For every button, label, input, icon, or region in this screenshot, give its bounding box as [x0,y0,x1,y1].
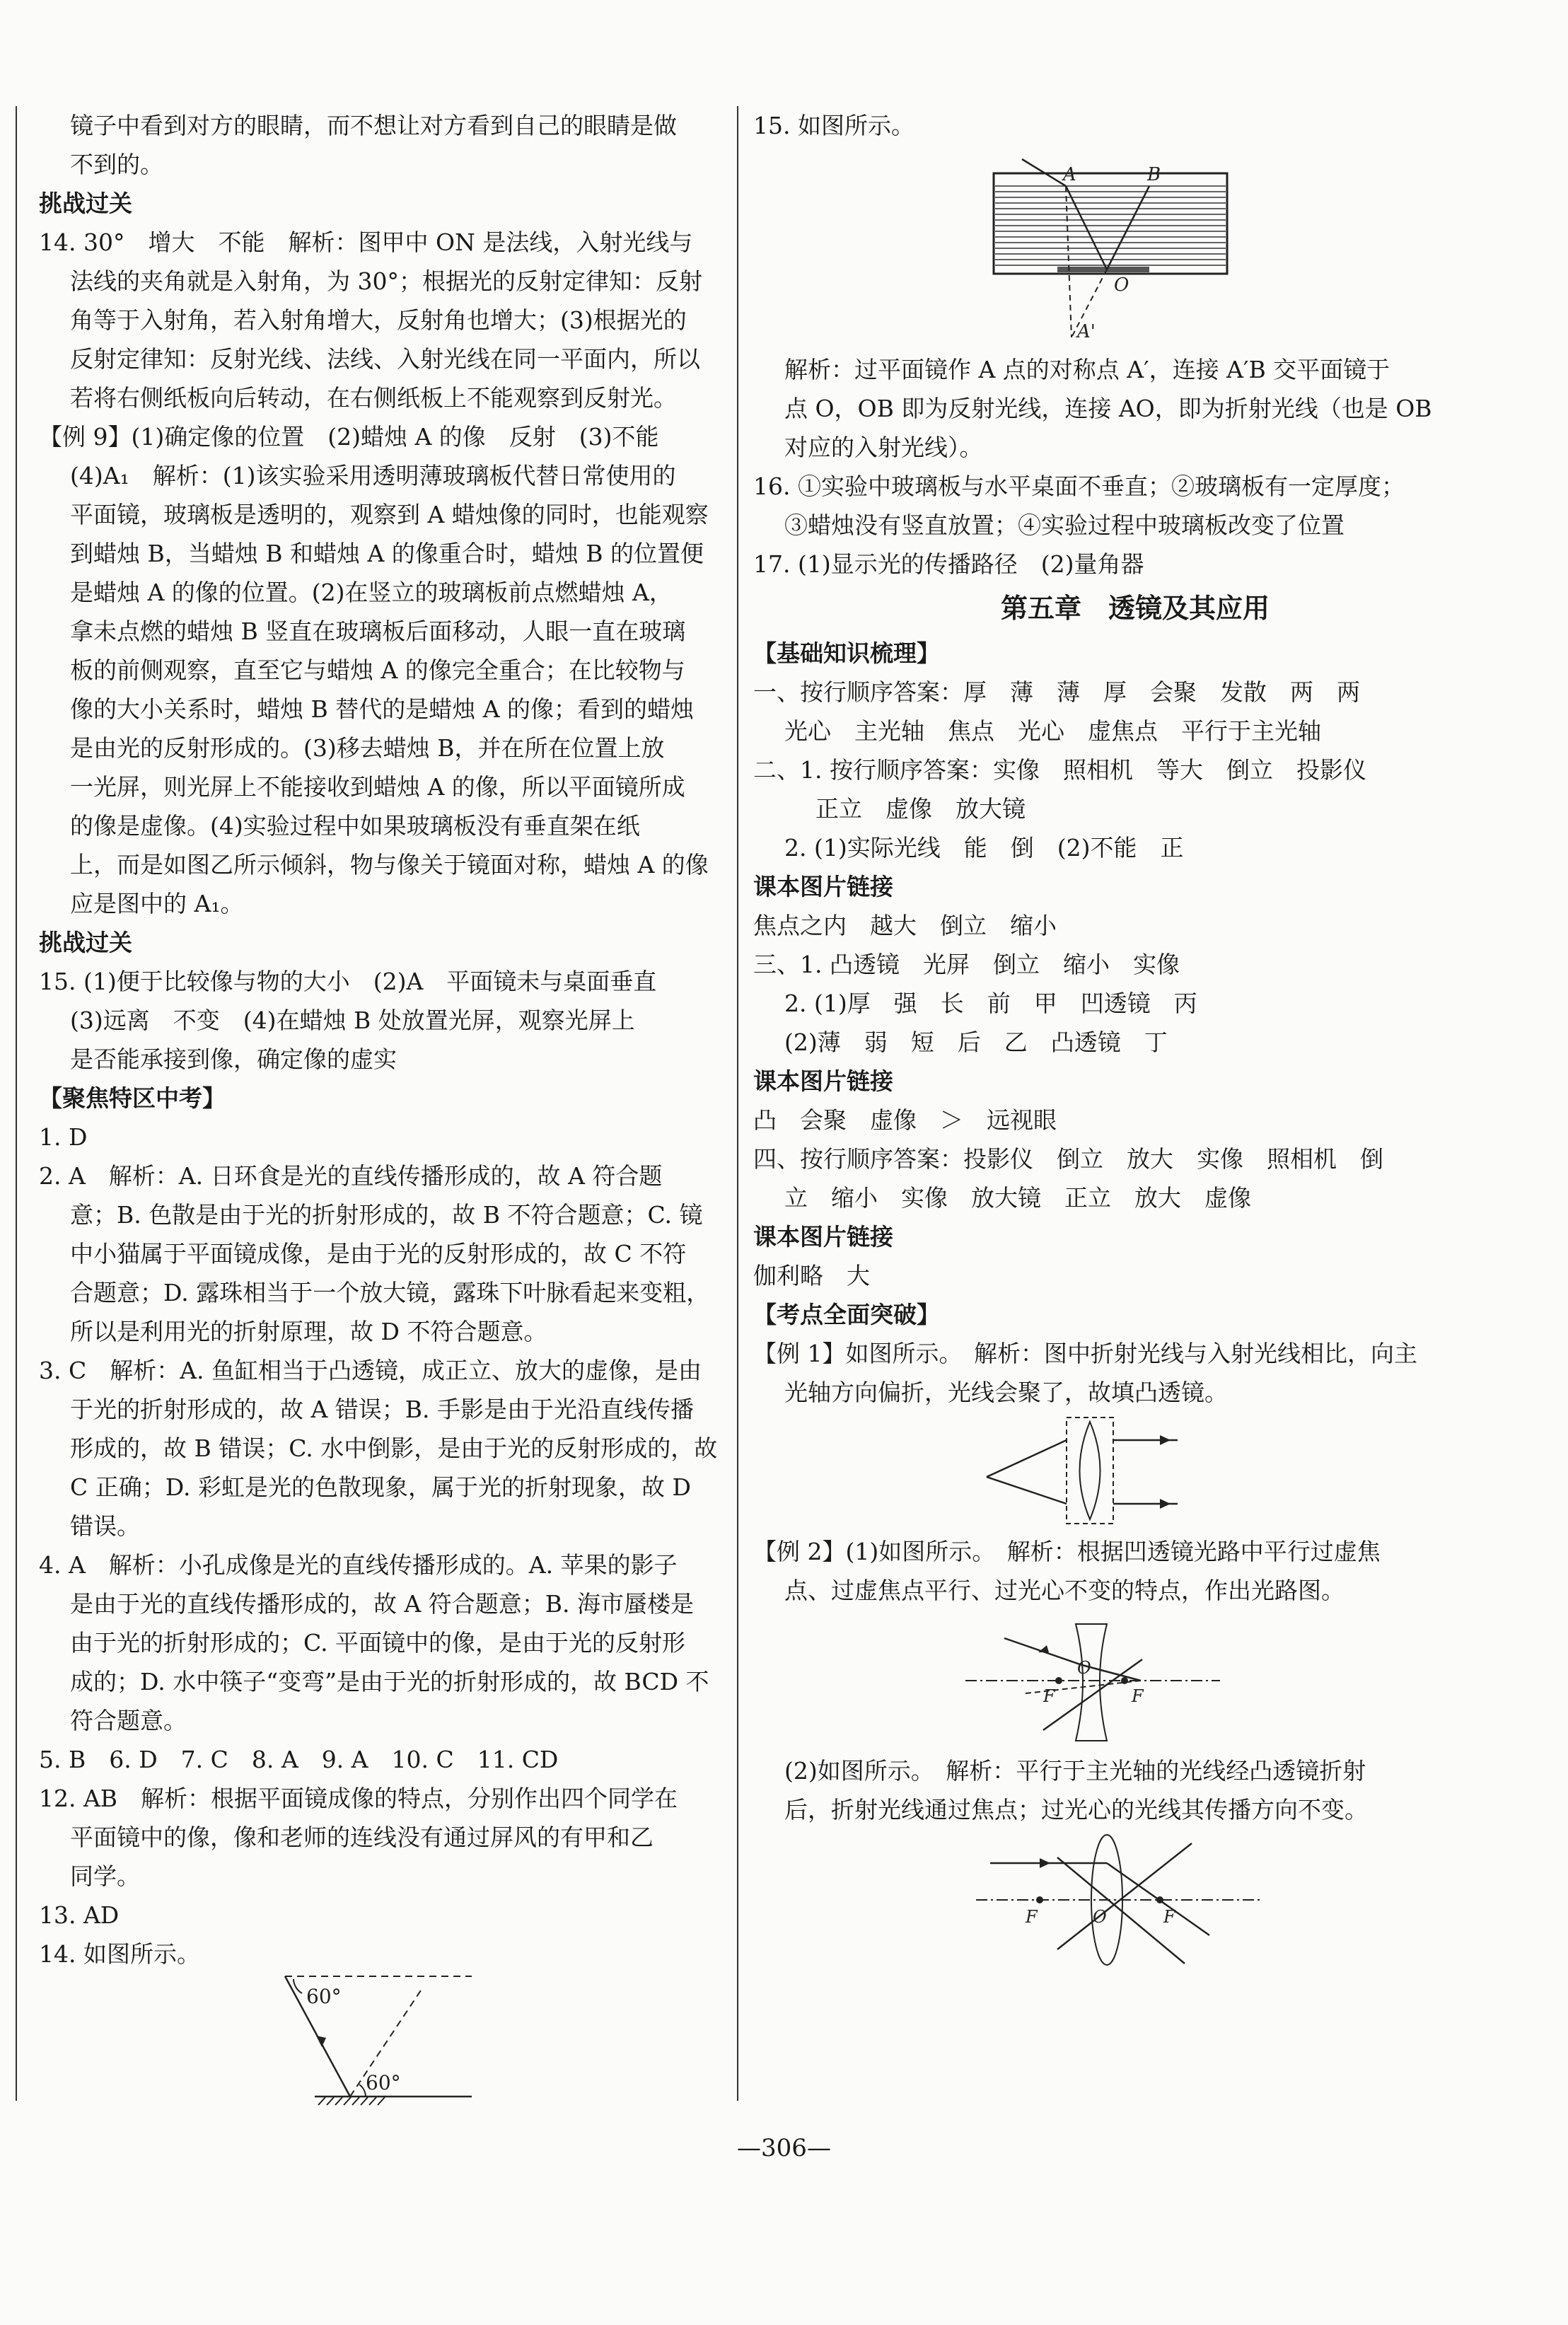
text-line: 焦点之内 越大 倒立 缩小 [753,912,1057,939]
text-line: 立 缩小 实像 放大镜 正立 放大 虚像 [784,1184,1251,1212]
text-line: 二、1. 按行顺序答案：实像 照相机 等大 倒立 投影仪 [753,756,1366,784]
text-line: 应是图中的 A₁。 [70,890,244,917]
text-line: ③蜡烛没有竖直放置；④实验过程中玻璃板改变了位置 [784,511,1345,539]
section-heading: 挑战过关 [39,929,132,956]
text-line: 符合题意。 [70,1707,187,1734]
point-a-prime-label: A' [1077,321,1096,342]
text-line: 正立 虚像 放大镜 [815,795,1026,823]
left-margin-rule [16,106,17,2101]
subsection-heading: 课本图片链接 [753,873,893,900]
text-line: 是否能承接到像，确定像的虚实 [70,1045,397,1073]
column-divider [737,106,738,2101]
answer-2: 2. A 解析：A. 日环食是光的直线传播形成的，故 A 符合题 [39,1162,663,1190]
text-line: 是由于光的直线传播形成的，故 A 符合题意；B. 海市蜃楼是 [70,1590,695,1618]
example-2: 【例 2】(1)如图所示。 解析：根据凹透镜光路中平行过虚焦 [753,1538,1381,1565]
text-line: 伽利略 大 [753,1262,870,1289]
text-line: 一、按行顺序答案：厚 薄 薄 厚 会聚 发散 两 两 [753,678,1360,706]
text-line: 拿未点燃的蜡烛 B 竖直在玻璃板后面移动，人眼一直在玻璃 [70,618,686,645]
text-line: 由于光的折射形成的；C. 平面镜中的像，是由于光的反射形 [70,1629,686,1657]
page-number: —306— [737,2134,831,2162]
focus-right-label: F [1163,1907,1175,1927]
section-heading: 【考点全面突破】 [753,1301,940,1328]
optical-center-label: O [1093,1907,1107,1927]
text-line: (2)如图所示。 解析：平行于主光轴的光线经凸透镜折射 [784,1757,1366,1785]
angle-label-top: 60° [306,1985,342,2008]
text-line: 对应的入射光线）。 [784,434,983,461]
text-line: 光轴方向偏折，光线会聚了，故填凸透镜。 [784,1379,1228,1406]
answer-15: 15. (1)便于比较像与物的大小 (2)A 平面镜未与桌面垂直 [39,968,657,995]
answer-15-figure-caption: 15. 如图所示。 [753,112,914,139]
refraction-water-diagram [753,145,1517,350]
section-heading: 【基础知识梳理】 [753,639,940,667]
focus-left-label: F [1026,1907,1038,1927]
text-line: 意；B. 色散是由于光的折射形成的，故 B 不符合题意；C. 镜 [70,1201,703,1229]
subsection-heading: 课本图片链接 [753,1223,893,1251]
subsection-heading: 课本图片链接 [753,1067,893,1095]
angle-label-bottom: 60° [366,2071,401,2094]
text-line: 点 O，OB 即为反射光线，连接 AO，即为折射光线（也是 OB [784,395,1432,422]
focus-left-label: F [1043,1686,1055,1706]
text-line: 形成的，故 B 错误；C. 水中倒影，是由于光的反射形成的，故 [70,1434,718,1462]
text-line: 中小猫属于平面镜成像，是由于光的反射形成的，故 C 不符 [70,1240,687,1268]
answer-4: 4. A 解析：小孔成像是光的直线传播形成的。A. 苹果的影子 [39,1551,678,1579]
example-1: 【例 1】如图所示。 解析：图中折射光线与入射光线相比，向主 [753,1340,1417,1367]
section-heading: 【聚焦特区中考】 [39,1084,226,1112]
point-o-label: O [1114,274,1129,296]
answer-16: 16. ①实验中玻璃板与水平桌面不垂直；②玻璃板有一定厚度； [753,472,1405,500]
text-line: 错误。 [70,1512,140,1540]
section-heading: 挑战过关 [39,190,132,217]
answers-5-11: 5. B 6. D 7. C 8. A 9. A 10. C 11. CD [39,1746,559,1773]
text-line: 2. (1)实际光线 能 倒 (2)不能 正 [784,834,1184,862]
left-column [39,106,733,2118]
text-line: 上，而是如图乙所示倾斜，物与像关于镜面对称，蜡烛 A 的像 [70,851,709,879]
answer-12: 12. AB 解析：根据平面镜成像的特点，分别作出四个同学在 [39,1785,678,1812]
text-line: 不到的。 [70,151,163,178]
text-line: 同学。 [70,1862,140,1890]
point-b-label: B [1147,164,1161,185]
text-line: 光心 主光轴 焦点 光心 虚焦点 平行于主光轴 [784,717,1321,745]
text-line: 的像是虚像。(4)实验过程中如果玻璃板没有垂直架在纸 [70,812,640,840]
text-line: 于光的折射形成的，故 A 错误；B. 手影是由于光沿直线传播 [70,1396,695,1423]
reflection-diagram [39,1969,733,2118]
text-line: C 正确；D. 彩虹是光的色散现象，属于光的折射现象，故 D [70,1473,691,1501]
example-9: 【例 9】(1)确定像的位置 (2)蜡烛 A 的像 反射 (3)不能 [39,423,659,451]
text-line: 到蜡烛 B，当蜡烛 B 和蜡烛 A 的像重合时，蜡烛 B 的位置便 [70,540,704,567]
convex-lens-diagram [753,1829,1517,1971]
text-line: (4)A₁ 解析：(1)该实验采用透明薄玻璃板代替日常使用的 [70,462,676,489]
text-line: 2. (1)厚 强 长 前 甲 凹透镜 丙 [784,990,1197,1017]
answer-14-figure-caption: 14. 如图所示。 [39,1940,200,1968]
text-line: 是由光的反射形成的。(3)移去蜡烛 B，并在所在位置上放 [70,734,665,762]
right-column [753,106,1517,1971]
text-line: 后，折射光线通过焦点；过光心的光线其传播方向不变。 [784,1796,1368,1824]
text-line: 若将右侧纸板向后转动，在右侧纸板上不能观察到反射光。 [70,384,677,412]
text-line: 角等于入射角，若入射角增大，反射角也增大；(3)根据光的 [70,306,687,334]
text-line: (3)远离 不变 (4)在蜡烛 B 处放置光屏，观察光屏上 [70,1007,635,1034]
answer-17: 17. (1)显示光的传播路径 (2)量角器 [753,550,1144,578]
text-line: 像的大小关系时，蜡烛 B 替代的是蜡烛 A 的像；看到的蜡烛 [70,695,695,723]
point-a-label: A [1063,164,1076,185]
text-line: 平面镜中的像，像和老师的连线没有通过屏风的有甲和乙 [70,1824,654,1851]
text-line: 是蜡烛 A 的像的位置。(2)在竖立的玻璃板前点燃蜡烛 A， [70,579,673,606]
optical-center-label: O [1077,1658,1091,1678]
text-line: 镜子中看到对方的眼睛，而不想让对方看到自己的眼睛是做 [70,112,677,139]
answer-3: 3. C 解析：A. 鱼缸相当于凸透镜，成正立、放大的虚像，是由 [39,1357,702,1384]
answer-14: 14. 30° 增大 不能 解析：图甲中 ON 是法线，入射光线与 [39,228,693,256]
text-line: 凸 会聚 虚像 ＞ 远视眼 [753,1106,1057,1134]
text-line: 点、过虚焦点平行、过光心不变的特点，作出光路图。 [784,1577,1345,1604]
text-line: 合题意；D. 露珠相当于一个放大镜，露珠下叶脉看起来变粗， [70,1279,710,1306]
answer-13: 13. AD [39,1901,120,1929]
text-line: (2)薄 弱 短 后 乙 凸透镜 丁 [784,1028,1168,1056]
answer-1: 1. D [39,1123,88,1151]
text-line: 三、1. 凸透镜 光屏 倒立 缩小 实像 [753,951,1180,978]
text-line: 一光屏，则光屏上不能接收到蜡烛 A 的像，所以平面镜所成 [70,773,685,801]
focus-right-label: F [1132,1686,1144,1706]
chapter-title: 第五章 透镜及其应用 [1000,593,1270,624]
text-line: 所以是利用光的折射原理，故 D 不符合题意。 [70,1318,547,1345]
text-line: 四、按行顺序答案：投影仪 倒立 放大 实像 照相机 倒 [753,1145,1383,1173]
text-line: 平面镜，玻璃板是透明的，观察到 A 蜡烛像的同时，也能观察 [70,501,709,528]
text-line: 反射定律知：反射光线、法线、入射光线在同一平面内，所以 [70,345,700,373]
concave-lens-diagram [753,1610,1517,1751]
text-line: 成的；D. 水中筷子“变弯”是由于光的折射形成的，故 BCD 不 [70,1668,709,1695]
text-line: 板的前侧观察，直至它与蜡烛 A 的像完全重合；在比较物与 [70,656,685,684]
convex-lens-box-diagram [753,1412,1517,1532]
text-line: 法线的夹角就是入射角，为 30°；根据光的反射定律知：反射 [70,267,702,295]
text-line: 解析：过平面镜作 A 点的对称点 A′，连接 A′B 交平面镜于 [784,356,1390,383]
